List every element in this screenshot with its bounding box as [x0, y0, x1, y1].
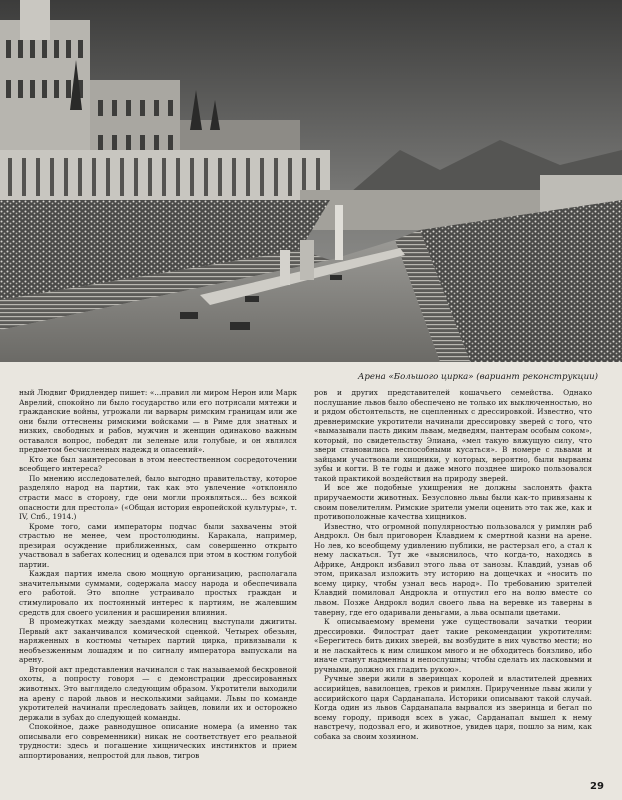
paragraph: К описываемому времени уже существовали зачатки теории дрессировки. Филострат дает такие рекомендации укротителям: «Берегитесь бить диких зверей, вы возбудите в них чувство мести; но и не ласкайтесь к ним слишком много и не обходитесь боязливо, ибо иначе станут надменны и непослушны; чтобы сделать их ласковыми и ручными, должно их гладить рукою».: [314, 617, 592, 674]
right-text-column: [314, 388, 592, 741]
paragraph: Спокойное, даже равнодушное описание номера (а именно так описывали его современники) никак не соответствует его реальной трудности: здесь и погашение хищнических инстинктов и прием аппортирования, непростой для львов, тигров: [19, 722, 297, 760]
paragraph: Каждая партия имела свою мощную организацию, располагала значительными суммами, содержала массу народа и обеспечивала его работой. Это вполне устраивало простых граждан и стимулировало их постоянный интерес к партиям, не жалевшим средств для своего усиления и расширения влияния.: [19, 569, 297, 617]
left-text-column: [19, 388, 297, 760]
page-number: 29: [590, 781, 604, 792]
paragraph: Кто же был заинтересован в этом неестественном сосредоточении всеобщего интереса?: [19, 454, 297, 474]
paragraph: И все же подобные ухищрения не должны заслонять факта приручаемости животных. Безусловно львы были как-то привязаны к своим повелителям. Римские зрители умели оценить это так же, как и противоположные качества хищников.: [314, 483, 592, 522]
paragraph: Известно, что огромной популярностью пользовался у римлян раб Андрокл. Он был приговорен Клавдием к смертной казни на арене. Но лев, ко всеобщему удивлению публики, не растерзал его, а стал к нему ласкаться. Тут же «выяснилось, что когда-то, находясь в Африке, Андрокл избавил этого льва от занозы. Клавдий, узнав об этом, приказал изложить эту историю на дощечках и «носить по всему цирку, чтобы узнал весь народ». По требованию зрителей Клавдий помиловал Андрокла и отпустил его на волю вместе со львом. Позже Андрокл водил своего льва на веревке из таверны в таверну, где его одаривали деньгами, а льва осыпали цветами.: [314, 521, 592, 617]
paragraph: В промежутках между заездами колесниц выступали джигиты. Первый акт заканчивался комической сценкой. Четырех обезьян, наряженных в костюмы четырех партий цирка, привязывали к необъезженным лошадям и по сигналу императора выпускали на арену.: [19, 617, 297, 665]
arena-reconstruction-image: [0, 0, 622, 362]
paragraph: ров и других представителей кошачьего семейства. Однако послушание львов было обеспечено не только их выключенностью, но и рядом обстоятельств, не сцепленных с дрессировкой. Известно, что древнеримские укротители начинали дрессировку зверей с того, что «вымазывали пасть диким львам, медведям, пантерам особым соком», который, по свидетельству Элиана, «мел такую вяжущую силу, что звери становились неспособными кусаться». В номере с львами и зайцами участвовали хищники, у которых, вероятно, были вырваны зубы и когти. В те годы и даже много позднее широко пользовался такой практикой воздействия на природу зверей.: [314, 388, 592, 483]
paragraph: Второй акт представления начинался с так называемой бескровной охоты, а попросту говоря — с демонстрации дрессированных животных. Это выглядело следующим образом. Укротители выходили на арену с парой львов и несколькими зайцами. Львы по команде укротителей начинали преследовать зайцев, ловили их и осторожно держали в зубах до следующей команды.: [19, 664, 297, 722]
paragraph: По мнению исследователей, было выгодно правительству, которое разделяло народ на партии, так как это увлечение «отклоняло страсти масс в сторону, где они могли проявляться... без всякой опасности для престола» («Общая история европейской культуры», т. IV, Спб., 1914.): [19, 473, 297, 522]
paragraph: Ручные звери жили в зверинцах королей и властителей древних ассирийцев, вавилонцев, греков и римлян. Прирученные львы жили у ассирийского царя Сарданапала. Историки описывают такой случай. Когда один из львов Сарданапала вырвался из зверинца и бегал по всему городу, приводя всех в ужас, Сарданапал вышел к нему навстречу, подозвал его, и животное, увидев царя, пошло за ним, как собака за своим хозяином.: [314, 674, 592, 741]
paragraph: ный Людвиг Фридлендер пишет: «...правил ли миром Нерон или Марк Аврелий, спокойно ли было государство или его потрясали мятежи и гражданские войны, угрожали ли варвары римским границам или же они были оттеснены римскими войсками — в Риме для знатных и низких, свободных и рабов, мужчин и женщин одинаково важным оставался вопрос, победят ли зеленые или голубые, и он являлся предметом бесчисленных надежд и опасений».: [19, 388, 297, 455]
image-caption: Арена «Большого цирка» (вариант реконструкции): [357, 372, 598, 382]
paragraph: Кроме того, сами императоры подчас были захвачены этой страстью не менее, чем простолюдины. Каракала, например, презирая осуждение приближенных, сам совершенно открыто участвовал в забегах колесниц и одевался при этом в костюм голубой партии.: [19, 521, 297, 569]
